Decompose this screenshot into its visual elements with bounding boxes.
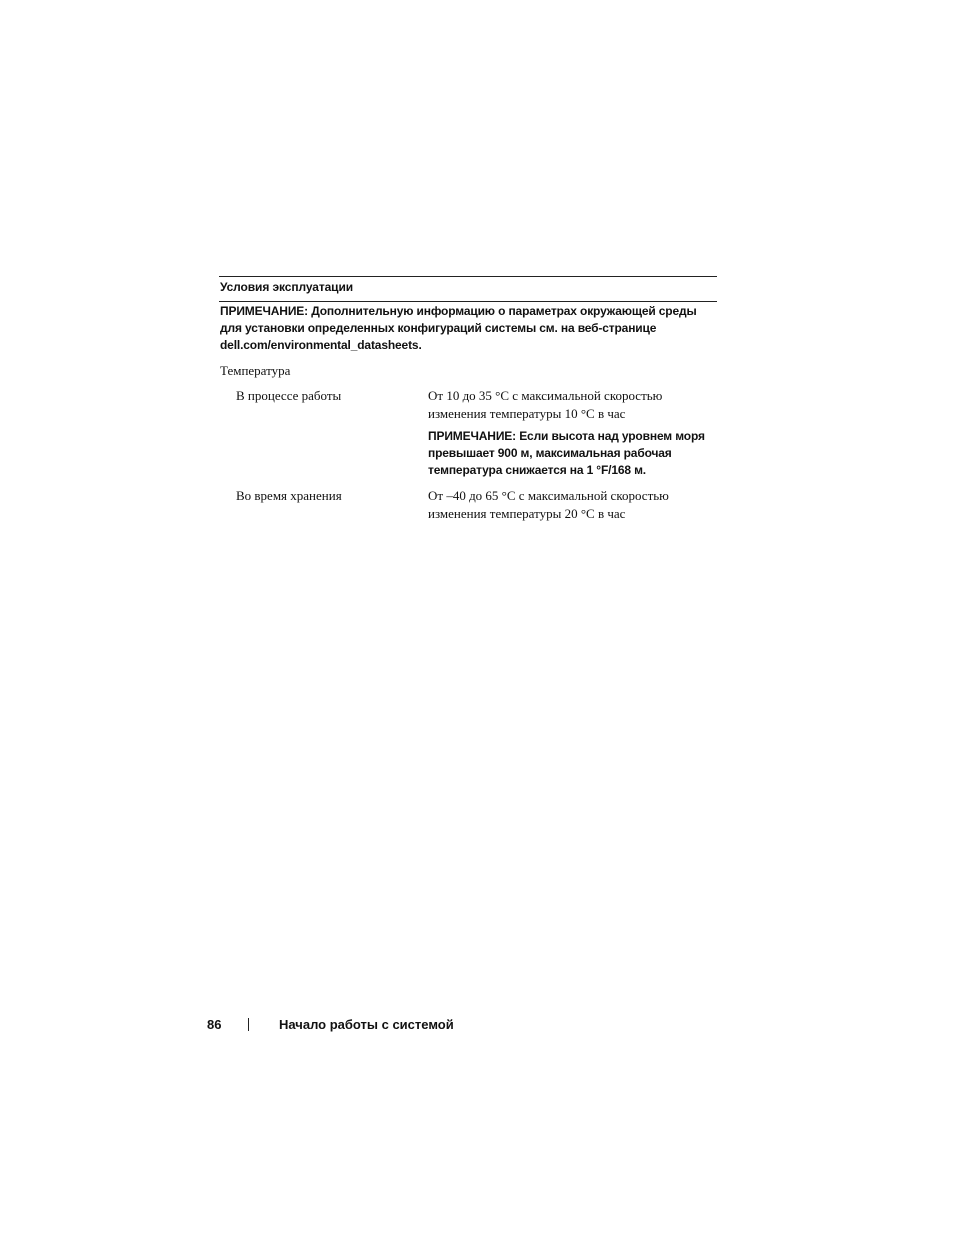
operating-value-line-2: изменения температуры 10 °C в час xyxy=(428,405,626,421)
page-number: 86 xyxy=(207,1017,222,1032)
operating-note-line-3: температура снижается на 1 °F/168 м. xyxy=(428,463,646,477)
note-label: ПРИМЕЧАНИЕ: xyxy=(220,304,308,318)
main-note xyxy=(220,303,720,354)
operating-note-label: ПРИМЕЧАНИЕ: xyxy=(428,429,516,443)
storage-label: Во время хранения xyxy=(236,488,342,503)
footer-title: Начало работы с системой xyxy=(279,1017,454,1032)
storage-value xyxy=(428,487,718,522)
operating-note-line-1 xyxy=(428,428,718,445)
main-note-line-2: для установки определенных конфигураций системы см. на веб-странице xyxy=(220,321,657,335)
storage-value-line-1: От –40 до 65 °C с максимальной скоростью xyxy=(428,488,669,503)
main-note-line-1 xyxy=(220,303,720,320)
operating-note-text: Если высота над уровнем моря xyxy=(519,429,705,443)
note-text: Дополнительную информацию о параметрах окружающей среды xyxy=(311,304,697,318)
table-header-rule xyxy=(219,301,717,302)
operating-label: В процессе работы xyxy=(236,388,342,403)
table-top-rule xyxy=(219,276,717,277)
operating-value xyxy=(428,387,718,422)
storage-value-line-2: изменения температуры 20 °C в час xyxy=(428,505,626,521)
section-title: Условия эксплуатации xyxy=(220,280,354,294)
operating-note xyxy=(428,428,718,479)
temperature-label: Температура xyxy=(220,363,291,378)
footer-separator xyxy=(248,1018,249,1031)
operating-note-line-2: превышает 900 м, максимальная рабочая xyxy=(428,446,672,460)
operating-value-line-1: От 10 до 35 °C с максимальной скоростью xyxy=(428,388,663,403)
main-note-line-3: dell.com/environmental_datasheets. xyxy=(220,338,422,352)
